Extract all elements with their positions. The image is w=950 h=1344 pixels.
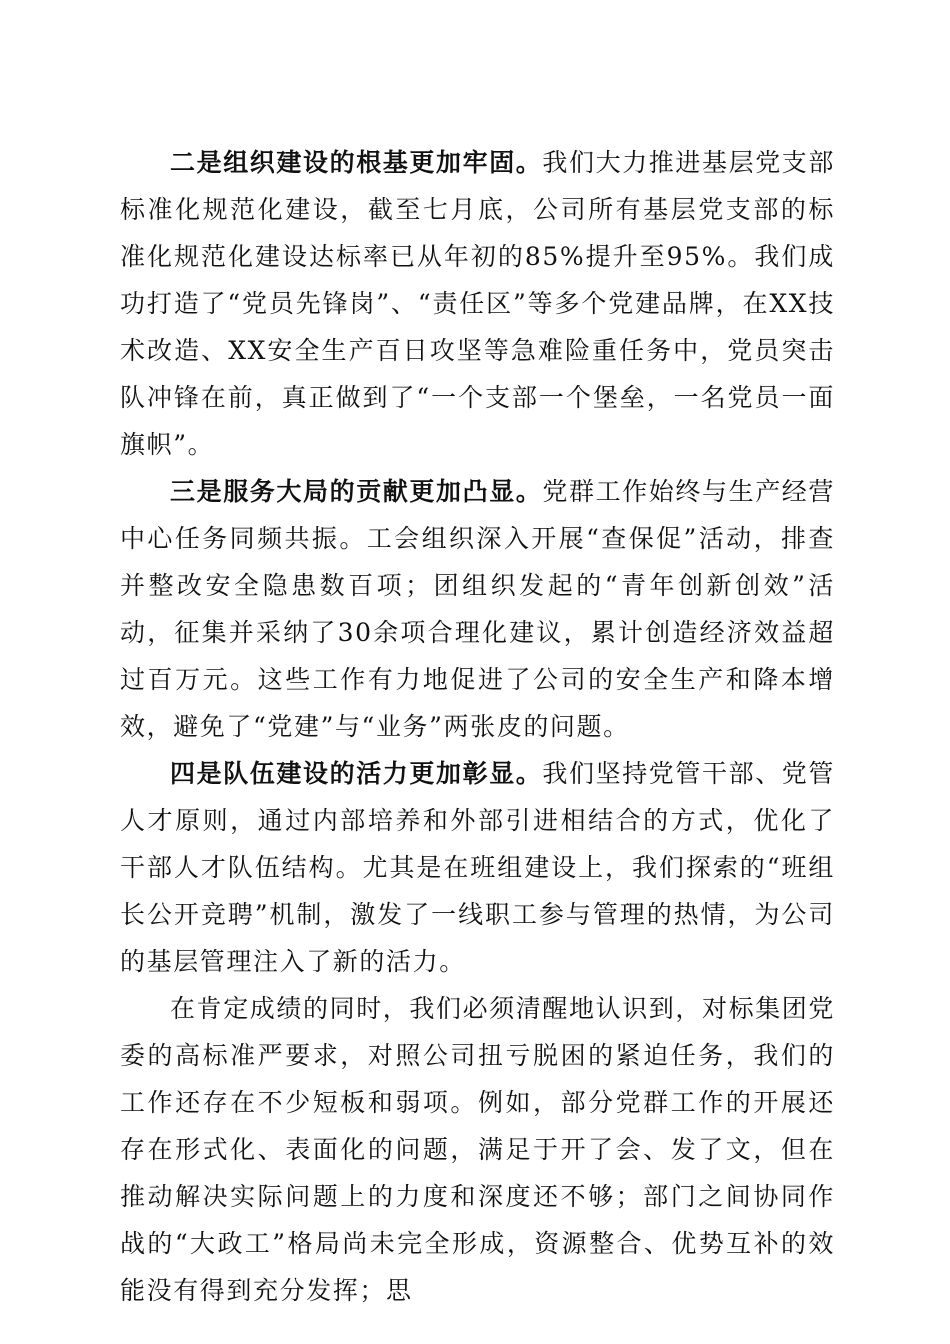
paragraph-service-contribution [120, 468, 835, 750]
paragraph-text: 在肯定成绩的同时，我们必须清醒地认识到，对标集团党委的高标准严要求，对照公司扭亏脱困的紧迫任务，我们的工作还存在不少短板和弱项。例如，部分党群工作的开展还存在形式化、表面化的问题，满足于开了会、发了文，但在推动解决实际问题上的力度和深度还不够；部门之间协同作战的“大政工”格局尚未完全形成，资源整合、优势互补的效能没有得到充分发挥；思 [120, 994, 836, 1305]
paragraph-lead: 三是服务大局的贡献更加凸显。 [170, 477, 543, 506]
paragraph-text: 我们坚持党管干部、党管人才原则，通过内部培养和外部引进相结合的方式，优化了干部人才队伍结构。尤其是在班组建设上，我们探索的“班组长公开竞聘”机制，激发了一线职工参与管理的热情，为公司的基层管理注入了新的活力。 [120, 759, 836, 976]
paragraph-team-building [120, 750, 835, 985]
paragraph-text: 党群工作始终与生产经营中心任务同频共振。工会组织深入开展“查保促”活动，排查并整改安全隐患数百项；团组织发起的“青年创新创效”活动，征集并采纳了30余项合理化建议，累计创造经济效益超过百万元。这些工作有力地促进了公司的安全生产和降本增效，避免了“党建”与“业务”两张皮的问题。 [120, 477, 836, 741]
paragraph-lead: 二是组织建设的根基更加牢固。 [170, 148, 543, 177]
paragraph-text: 我们大力推进基层党支部标准化规范化建设，截至七月底，公司所有基层党支部的标准化规范化建设达标率已从年初的85%提升至95%。我们成功打造了“党员先锋岗”、“责任区”等多个党建品牌，在XX技术改造、XX安全生产百日攻坚等急难险重任务中，党员突击队冲锋在前，真正做到了“一个支部一个堡垒，一名党员一面旗帜”。 [120, 148, 836, 459]
paragraph-lead: 四是队伍建设的活力更加彰显。 [170, 759, 543, 788]
paragraph-organization-building [120, 139, 835, 468]
paragraph-shortcomings [120, 985, 835, 1314]
document-body [120, 139, 835, 1314]
